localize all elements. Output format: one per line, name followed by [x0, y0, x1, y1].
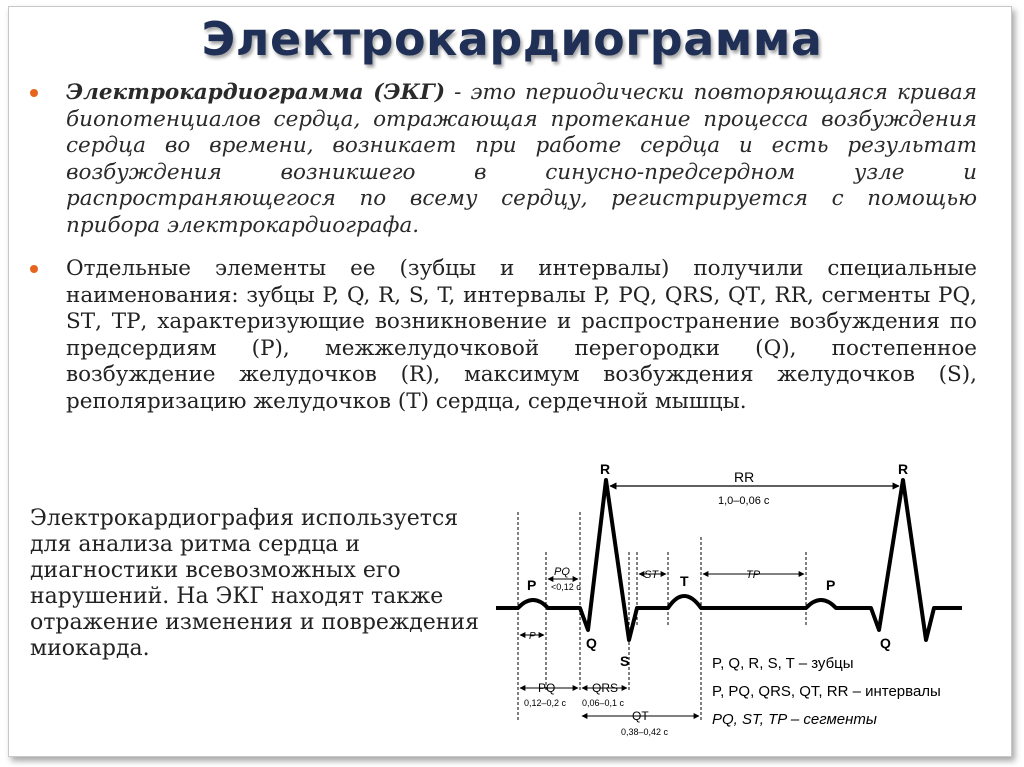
text-part: , [95, 309, 112, 334]
text-part: ), постепенное возбуждение желудочков ( [66, 335, 977, 387]
label-rr: RR [734, 469, 755, 485]
text-part: Отдельные элементы ее (зубцы и интервалы) получили специальные наименования: зубцы P, Q, R, S, T, интервалы P, [66, 256, 977, 308]
definition-text: - это периодически повторяющаяся кривая биопотенциалов сердца, отражающая протекание процесса возбуждения сердца во времени, возникает при работе сердца и есть результат возбуждения возникшего в синусно-предсердном узле и распространяющегося по всему сердцу, регистрируется с помощью прибора электрокардиографа. [66, 80, 977, 238]
wave-r: R [408, 362, 426, 387]
label-p-small: P [529, 631, 536, 642]
text-part: , [650, 282, 665, 308]
label-q1: Q [586, 635, 597, 651]
label-pq-value: 0,12–0,2 с [524, 698, 567, 708]
text-part: , характеризующие возникновение и распространение возбуждения по предсердиям (P), межжелудочковой перегородки ( [66, 309, 977, 361]
label-p1: P [527, 577, 537, 593]
label-qrs-value: 0,06–0,1 с [582, 698, 625, 708]
legend-segments: PQ, ST, TP – сегменты [712, 711, 877, 728]
interval-rr: RR [774, 282, 807, 308]
bullet-definition [30, 80, 977, 239]
label-rr-value: 1,0–0,06 с [718, 495, 770, 507]
interval-pq: PQ [618, 282, 651, 308]
text-part: , [970, 282, 977, 308]
label-tp: TP [746, 569, 761, 581]
wave-q: Q [763, 335, 782, 361]
text-part: ), реполяризацию желудочков (T) сердца, сердечной мышцы. [66, 362, 977, 414]
ecg-diagram [496, 452, 986, 752]
legend-waves: P, Q, R, S, T – зубцы [712, 655, 854, 672]
text-part: , сегменты [806, 282, 939, 308]
slide-title: Электрокардиограмма [201, 12, 823, 66]
segment-pq: PQ [938, 282, 971, 308]
interval-qrs: QRS [664, 282, 714, 308]
label-r1: R [600, 461, 611, 477]
segment-st: ST [66, 309, 96, 334]
bullet-dot [30, 89, 38, 97]
text-part: ), максимум возбуждения желудочков ( [425, 362, 948, 387]
segment-tp: TP [111, 309, 141, 334]
label-pq-top: PQ [554, 566, 570, 578]
wave-s: S [947, 362, 962, 387]
label-qrs: QRS [592, 681, 619, 695]
legend-intervals: P, PQ, QRS, QT, RR – интервалы [712, 683, 941, 700]
side-paragraph: Электрокардиография используется для анализа ритма сердца и диагностики всевозможных его нарушений. На ЭКГ находят также отражение изменения и повреждения миокарда. [30, 506, 479, 661]
label-q2: Q [880, 635, 891, 651]
interval-qt: QT [728, 282, 760, 308]
label-qt-value: 0,38–0,42 с [621, 727, 669, 737]
term-ecg: Электрокардиограмма (ЭКГ) [66, 80, 446, 105]
text-part: , [713, 282, 729, 308]
bullet-elements [30, 256, 977, 415]
bullet-elements-text [66, 256, 977, 415]
text-part: , [759, 282, 775, 308]
label-s: S [620, 653, 630, 669]
bullet-definition-text [66, 80, 977, 239]
label-r2: R [898, 461, 909, 477]
label-pq: PQ [538, 681, 556, 695]
label-st: ST [644, 569, 659, 581]
label-qt: QT [632, 709, 649, 723]
label-pq-top-value: <0,12 с [551, 582, 581, 592]
label-p2: P [826, 577, 836, 593]
label-t: T [680, 573, 689, 589]
bullet-dot [30, 265, 38, 273]
